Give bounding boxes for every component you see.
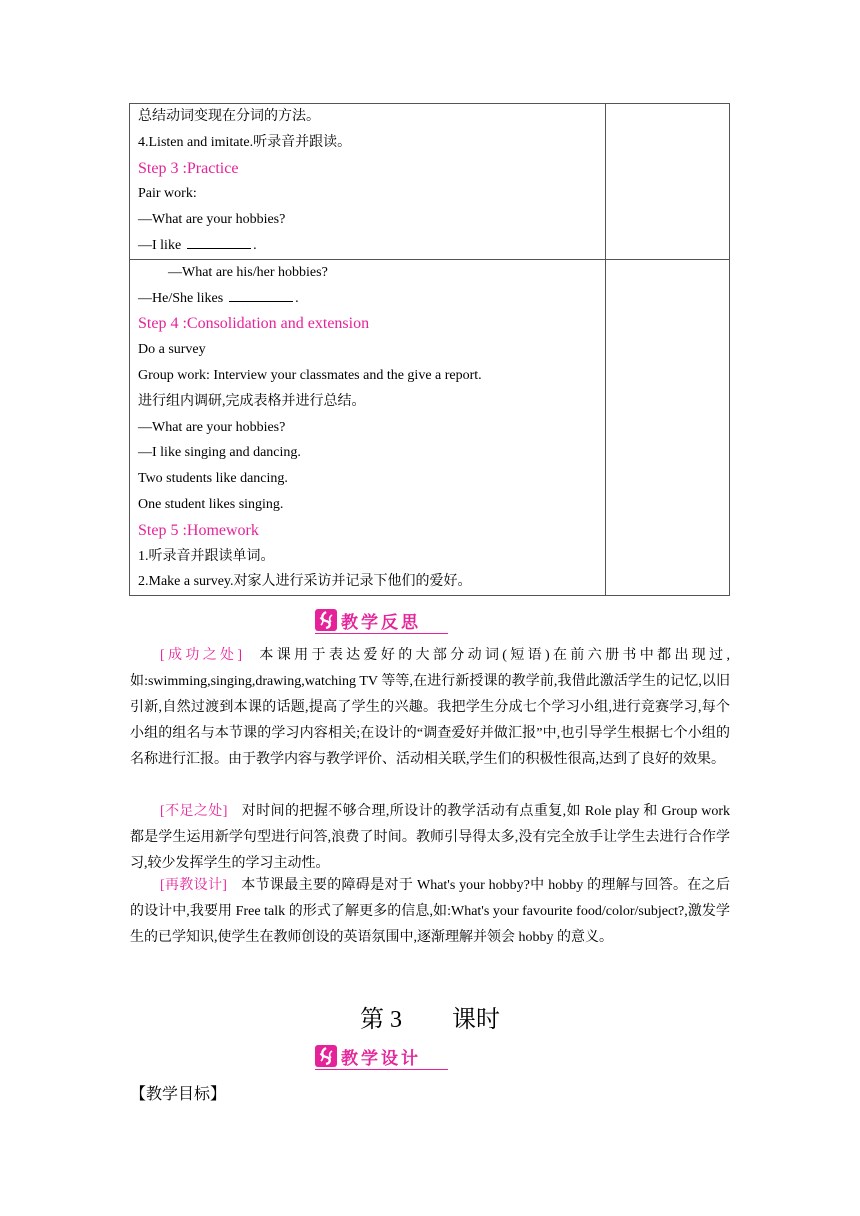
text-line: —What are your hobbies? — [138, 212, 286, 228]
banner-underline — [315, 633, 448, 635]
text-line: 总结动词变现在分词的方法。 — [138, 109, 320, 124]
table-cell-notes — [605, 259, 729, 595]
design-banner — [315, 1044, 448, 1068]
shortcoming-text: 对时间的把握不够合理,所设计的教学活动有点重复,如 Role play 和 Group work 都是学生运用新学句型进行问答,浪费了时间。教师引导得太多,没有完全放手让学生去进行合作学习,较少发挥学生的学习主动性。 — [130, 804, 731, 871]
reflection-success — [130, 643, 730, 773]
table-row — [130, 104, 730, 260]
redesign-tag: [再教设计] — [160, 878, 227, 893]
success-tag: [成功之处] — [160, 648, 243, 663]
banner-title: 教学设计 — [341, 1048, 421, 1069]
objectives-heading: 【教学目标】 — [130, 1086, 227, 1103]
lesson-table — [129, 103, 730, 596]
lesson-suffix: 课时 — [452, 1007, 500, 1033]
text-line: Do a survey — [138, 342, 206, 358]
step-heading: Step 4 :Consolidation and extension — [138, 315, 370, 333]
text-line: 进行组内调研,完成表格并进行总结。 — [138, 393, 366, 409]
table-cell-notes — [605, 104, 729, 260]
text-line — [138, 286, 605, 312]
step-heading: Step 3 :Practice — [138, 159, 239, 177]
text-line: —What are your hobbies? — [138, 419, 286, 435]
text-line: One student likes singing. — [138, 496, 284, 512]
shortcoming-tag: [不足之处] — [160, 804, 228, 819]
text-line: —I like singing and dancing. — [138, 445, 301, 461]
text-line: Group work: Interview your classmates and the give a report. — [138, 367, 482, 383]
text-line: 1.听录音并跟读单词。 — [138, 548, 275, 564]
text-line: Two students like dancing. — [138, 471, 288, 487]
reflection-banner — [315, 608, 448, 632]
redesign-text: 本节课最主要的障碍是对于 What's your hobby?中 hobby 的理解与回答。在之后的设计中,我要用 Free talk 的形式了解更多的信息,如:What's your favourite food/color/subject?,激发学生的已学知识,使学生在教师创设的英语氛围中,逐渐理解并领会 hobby 的意义。 — [130, 878, 730, 945]
fill-in-blank — [229, 287, 293, 302]
text-line: 2.Make a survey.对家人进行采访并记录下他们的爱好。 — [138, 574, 472, 590]
sentence-end: . — [295, 290, 299, 306]
lesson-prefix: 第 3 — [360, 1007, 402, 1033]
lotus-logo-icon — [315, 609, 337, 631]
fill-in-blank — [187, 234, 251, 249]
sentence-start: —He/She likes — [138, 290, 224, 306]
sentence-end: . — [253, 237, 257, 253]
table-row — [130, 259, 730, 595]
reflection-shortcoming — [130, 799, 730, 877]
banner-underline — [315, 1069, 448, 1071]
success-text: 本课用于表达爱好的大部分动词(短语)在前六册书中都出现过,如:swimming,singing,drawing,watching TV 等等,在进行新授课的教学前,我借此激活学生的记忆,以旧引新,自然过渡到本课的话题,提高了学生的兴趣。我把学生分成七个学习小组,进行竞赛学习,每个小组的组名与本节课的学习内容相关;在设计的“调查爱好并做汇报”中,也引导学生根据七个小组的名称进行汇报。由于教学内容与教学评价、活动相关联,学生们的积极性很高,达到了良好的效果。 — [130, 648, 731, 767]
reflection-redesign — [130, 873, 730, 951]
text-line: Pair work: — [138, 186, 197, 202]
text-line — [138, 233, 605, 259]
lotus-logo-icon — [315, 1045, 337, 1067]
table-cell-content — [130, 259, 606, 595]
step-heading: Step 5 :Homework — [138, 521, 259, 539]
table-cell-content — [130, 104, 606, 260]
banner-title: 教学反思 — [341, 612, 421, 633]
lesson-title — [0, 999, 860, 1034]
sentence-start: —I like — [138, 237, 182, 253]
text-line: —What are his/her hobbies? — [168, 264, 328, 280]
text-line: 4.Listen and imitate.听录音并跟读。 — [138, 134, 352, 150]
